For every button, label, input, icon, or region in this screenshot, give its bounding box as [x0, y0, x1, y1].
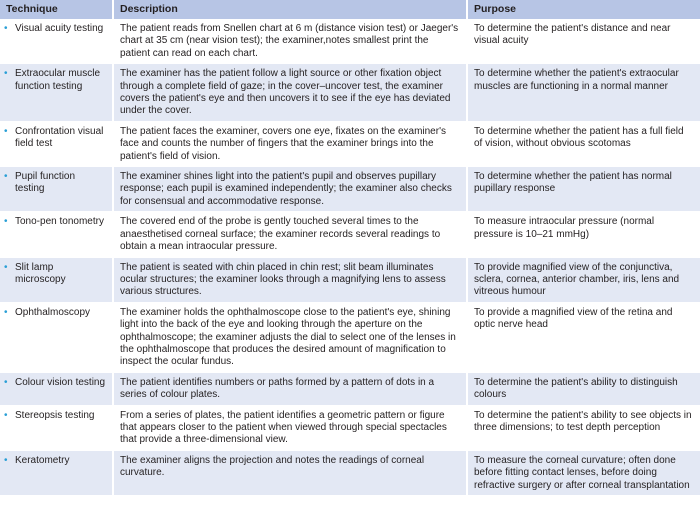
description-cell: From a series of plates, the patient identifies a geometric pattern or figure that appears closer to the patient when viewed through special spectacles that provide a three-dimensional view. [113, 405, 467, 450]
bullet-dot-icon: • [4, 261, 8, 273]
description-cell: The examiner holds the ophthalmoscope close to the patient's eye, shining light into the back of the eye and looking through the aperture on the ophthalmoscope; the examiner adjusts the dial to select one of the lenses in the ophthalmoscope that produces the desired amount of magnification to inspect the ocular fundus. [113, 302, 467, 372]
table-row [0, 167, 700, 212]
table-row [0, 212, 700, 257]
table-row [0, 302, 700, 372]
technique-name: Pupil function testing [15, 171, 76, 195]
technique-name: Confrontation visual field test [15, 125, 104, 150]
technique-name: Keratometry [15, 454, 70, 466]
technique-cell [0, 257, 113, 302]
purpose-cell: To measure the corneal curvature; often done before fitting contact lenses, before doing refractive surgery or after corneal transplantation [467, 450, 700, 495]
purpose-cell: To determine whether the patient has a full field of vision, without obvious scotomas [467, 121, 700, 166]
table-row [0, 257, 700, 302]
bullet-dot-icon: • [4, 376, 8, 388]
table-row [0, 450, 700, 495]
technique-name: Tono-pen tonometry [15, 216, 104, 228]
technique-cell [0, 121, 113, 166]
description-cell: The covered end of the probe is gently touched several times to the anaesthetised corneal surface; the examiner records several readings to obtain a mean intraocular pressure. [113, 212, 467, 257]
technique-name: Visual acuity testing [15, 23, 104, 34]
header-description: Description [113, 0, 467, 19]
technique-name: Colour vision testing [15, 376, 106, 388]
purpose-cell: To provide magnified view of the conjunctiva, sclera, cornea, anterior chamber, iris, lens and vitreous humour [467, 257, 700, 302]
header-purpose: Purpose [467, 0, 700, 19]
description-cell: The patient reads from Snellen chart at 6 m (distance vision test) or Jaeger's chart at 35 cm (near vision test); the examiner,notes smallest print the patient can read on each chart. [113, 19, 467, 64]
bullet-dot-icon: • [4, 23, 8, 34]
table-row [0, 19, 700, 64]
table-row [0, 121, 700, 166]
purpose-cell: To determine the patient's distance and near visual acuity [467, 19, 700, 64]
technique-name: Slit lamp microscopy [15, 261, 66, 285]
bullet-dot-icon: • [4, 216, 8, 228]
technique-name: Stereopsis testing [15, 409, 95, 421]
table-header-row [0, 0, 700, 19]
description-cell: The patient faces the examiner, covers one eye, fixates on the examiner's face and counts the number of fingers that the examiner brings into the patient's field of vision. [113, 121, 467, 166]
header-technique: Technique [0, 0, 113, 19]
description-cell: The examiner has the patient follow a light source or other fixation object through a complete field of gaze; in the cover–uncover test, the examiner covers the patient's eye and then uncovers it to see if the eye has deviated under the cover. [113, 64, 467, 122]
technique-name: Ophthalmoscopy [15, 306, 91, 318]
purpose-cell: To determine the patient's ability to see objects in three dimensions; to test depth perception [467, 405, 700, 450]
technique-cell [0, 19, 113, 64]
purpose-cell: To determine the patient's ability to distinguish colours [467, 372, 700, 405]
bullet-dot-icon: • [4, 68, 8, 80]
bullet-dot-icon: • [4, 125, 8, 137]
bullet-dot-icon: • [4, 409, 8, 421]
technique-cell [0, 302, 113, 372]
table-body [0, 19, 700, 496]
description-cell: The patient is seated with chin placed in chin rest; slit beam illuminates ocular structures; the examiner looks through a magnifying lens to assess various structures. [113, 257, 467, 302]
bullet-dot-icon: • [4, 306, 8, 318]
purpose-cell: To measure intraocular pressure (normal pressure is 10–21 mmHg) [467, 212, 700, 257]
table-row [0, 405, 700, 450]
description-cell: The examiner aligns the projection and notes the readings of corneal curvature. [113, 450, 467, 495]
technique-cell [0, 405, 113, 450]
purpose-cell: To provide a magnified view of the retina and optic nerve head [467, 302, 700, 372]
technique-cell [0, 450, 113, 495]
table-row [0, 372, 700, 405]
description-cell: The examiner shines light into the patient's pupil and observes pupillary response; each pupil is examined independently; the examiner also checks for consensual and accommodative response. [113, 167, 467, 212]
bullet-dot-icon: • [4, 454, 8, 466]
description-cell: The patient identifies numbers or paths formed by a pattern of dots in a series of colour plates. [113, 372, 467, 405]
technique-name: Extraocular muscle function testing [15, 68, 101, 92]
purpose-cell: To determine whether the patient's extraocular muscles are functioning in a normal manner [467, 64, 700, 122]
technique-cell [0, 167, 113, 212]
technique-cell [0, 212, 113, 257]
bullet-dot-icon: • [4, 171, 8, 183]
technique-cell [0, 372, 113, 405]
technique-cell [0, 64, 113, 122]
table-row [0, 64, 700, 122]
purpose-cell: To determine whether the patient has normal pupillary response [467, 167, 700, 212]
